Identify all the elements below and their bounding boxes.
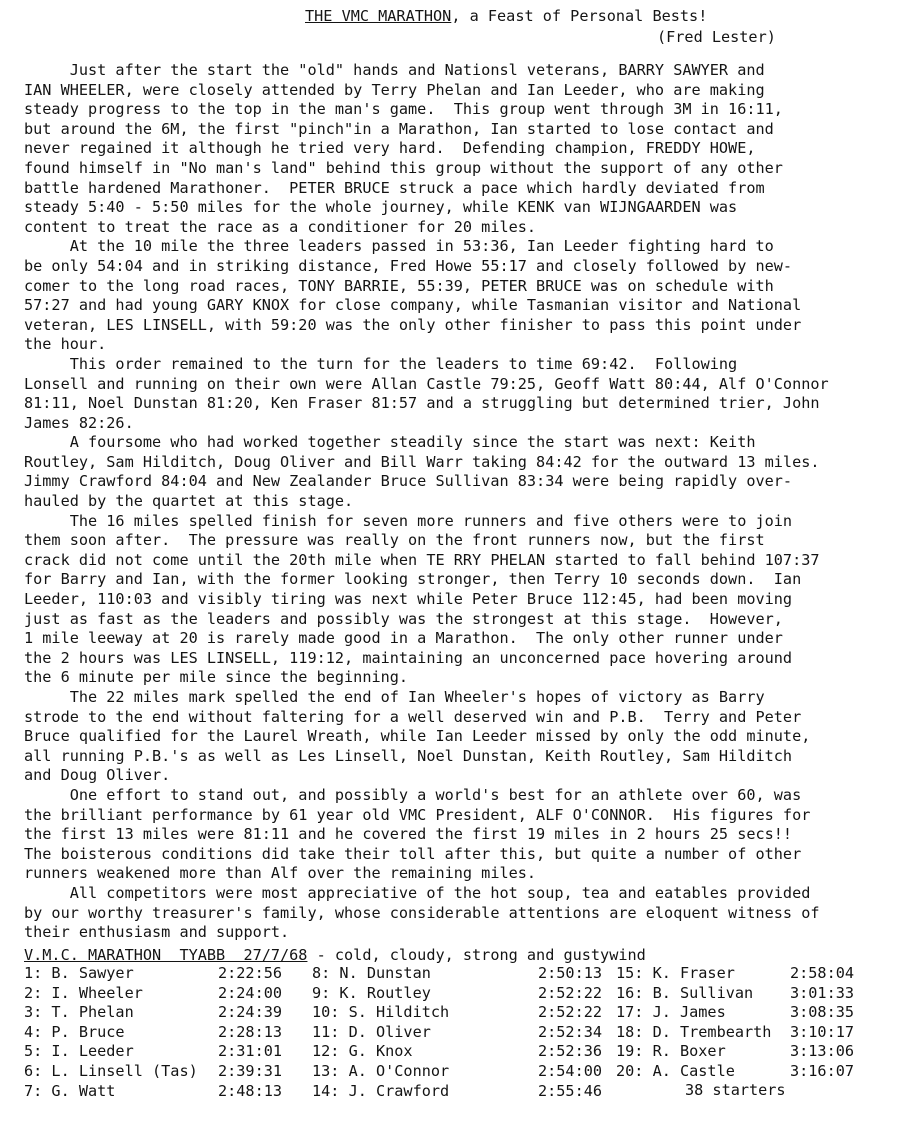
body-text-line: A foursome who had worked together steadily since the start was next: Keith [24, 433, 756, 452]
body-text-line: the hour. [24, 335, 107, 354]
body-text-line: the first 13 miles were 81:11 and he covered the first 19 miles in 2 hours 25 secs!! [24, 825, 793, 844]
runner-name: 14: J. Crawford [312, 1081, 450, 1100]
body-text-line: At the 10 mile the three leaders passed in 53:36, Ian Leeder fighting hard to [24, 237, 774, 256]
finish-time: 2:52:36 [538, 1042, 603, 1061]
runner-name: 8: N. Dunstan [312, 964, 431, 982]
finish-time: 3:16:07 [790, 1061, 855, 1080]
runner-name: 15: K. Fraser [616, 964, 735, 982]
finish-time: 2:50:13 [538, 964, 603, 982]
body-text-line: Jimmy Crawford 84:04 and New Zealander Bruce Sullivan 83:34 were being rapidly over- [24, 472, 793, 491]
finish-time: 2:52:22 [538, 983, 603, 1002]
runner-name: 1: B. Sawyer [24, 964, 134, 982]
title-line [305, 6, 707, 26]
finish-time: 2:52:22 [538, 1003, 603, 1022]
body-text-line: crack did not come until the 20th mile when TE RRY PHELAN started to fall behind 107:37 [24, 550, 820, 569]
finish-time: 2:31:01 [218, 1042, 283, 1061]
runner-name: 19: R. Boxer [616, 1042, 726, 1061]
body-text-line: 57:27 and had young GARY KNOX for close company, while Tasmanian visitor and National [24, 296, 802, 315]
body-text-line: Leeder, 110:03 and visibly tiring was next while Peter Bruce 112:45, had been moving [24, 590, 793, 609]
runner-name: 6: L. Linsell (Tas) [24, 1061, 198, 1080]
body-text-line: James 82:26. [24, 413, 134, 432]
body-text-line: for Barry and Ian, with the former looking stronger, then Terry 10 seconds down. Ian [24, 570, 802, 589]
finish-time: 2:48:13 [218, 1081, 283, 1100]
body-text-line: the 6 minute per mile since the beginning. [24, 668, 409, 687]
finish-time: 3:10:17 [790, 1022, 855, 1041]
body-text-line: found himself in "No man's land" behind this group without the support of any other [24, 158, 783, 177]
runner-name: 18: D. Trembearth [616, 1022, 772, 1041]
body-text-line: strode to the end without faltering for a well deserved win and P.B. Terry and Peter [24, 707, 802, 726]
body-text-line: the 2 hours was LES LINSELL, 119:12, maintaining an unconcerned pace hovering around [24, 648, 793, 667]
body-text-line: Lonsell and running on their own were Allan Castle 79:25, Geoff Watt 80:44, Alf O'Connor [24, 374, 829, 393]
body-text-line: Routley, Sam Hilditch, Doug Oliver and Bill Warr taking 84:42 for the outward 13 miles. [24, 452, 820, 471]
finish-time: 2:55:46 [538, 1081, 603, 1100]
runner-name: 9: K. Routley [312, 983, 431, 1002]
body-text-line: them soon after. The pressure was really on the front runners now, but the first [24, 531, 765, 550]
finish-time: 2:52:34 [538, 1022, 603, 1041]
body-text-line: content to treat the race as a conditioner for 20 miles. [24, 217, 537, 236]
body-text-line: all running P.B.'s as well as Les Linsell, Noel Dunstan, Keith Routley, Sam Hilditch [24, 746, 793, 765]
runner-name: 16: B. Sullivan [616, 983, 754, 1002]
body-text-line: the brilliant performance by 61 year old VMC President, ALF O'CONNOR. His figures for [24, 805, 811, 824]
body-text-line: The 16 miles spelled finish for seven more runners and five others were to join [24, 511, 793, 530]
body-text-line: 81:11, Noel Dunstan 81:20, Ken Fraser 81:57 and a struggling but determined trier, John [24, 394, 820, 413]
body-text-line: The boisterous conditions did take their toll after this, but quite a number of other [24, 844, 802, 863]
body-text-line: All competitors were most appreciative of the hot soup, tea and eatables provided [24, 883, 811, 902]
body-text-line: comer to the long road races, TONY BARRIE, 55:39, PETER BRUCE was on schedule with [24, 276, 774, 295]
article-title: THE VMC MARATHON [305, 7, 452, 25]
body-text-line: veteran, LES LINSELL, with 59:20 was the only other finisher to pass this point under [24, 315, 802, 334]
body-text-line: steady progress to the top in the man's game. This group went through 3M in 16:11, [24, 100, 783, 119]
body-text-line: just as fast as the leaders and possibly was the strongest at this stage. However, [24, 609, 783, 628]
finish-time: 3:08:35 [790, 1003, 855, 1022]
runner-name: 4: P. Bruce [24, 1022, 125, 1041]
finish-time: 2:24:00 [218, 983, 283, 1002]
body-text-line: be only 54:04 and in striking distance, Fred Howe 55:17 and closely followed by new- [24, 256, 793, 275]
body-text-line: runners weakened more than Alf over the remaining miles. [24, 864, 537, 883]
body-text-line: One effort to stand out, and possibly a world's best for an athlete over 60, was [24, 785, 802, 804]
starters-count: 38 starters [685, 1081, 786, 1099]
article-author: (Fred Lester) [657, 28, 776, 46]
article-subtitle: , a Feast of Personal Bests! [451, 7, 708, 25]
runner-name: 12: G. Knox [312, 1042, 413, 1061]
body-text-line: and Doug Oliver. [24, 766, 171, 785]
body-text-line: Bruce qualified for the Laurel Wreath, while Ian Leeder missed by only the odd minute, [24, 727, 811, 746]
finish-time: 2:58:04 [790, 964, 855, 982]
runner-name: 17: J. James [616, 1003, 726, 1022]
finish-time: 2:28:13 [218, 1022, 283, 1041]
results-heading-line [24, 946, 646, 965]
finish-time: 2:39:31 [218, 1061, 283, 1080]
runner-name: 11: D. Oliver [312, 1022, 431, 1041]
runner-name: 2: I. Wheeler [24, 983, 143, 1002]
body-text-line: IAN WHEELER, were closely attended by Terry Phelan and Ian Leeder, who are making [24, 80, 765, 99]
body-text-line: battle hardened Marathoner. PETER BRUCE struck a pace which hardly deviated from [24, 178, 765, 197]
finish-time: 2:54:00 [538, 1061, 603, 1080]
body-text-line: never regained it although he tried very hard. Defending champion, FREDDY HOWE, [24, 139, 756, 158]
results-heading: V.M.C. MARATHON TYABB 27/7/68 [24, 946, 308, 964]
finish-time: 2:22:56 [218, 964, 283, 982]
runner-name: 3: T. Phelan [24, 1003, 134, 1022]
body-text-line: hauled by the quartet at this stage. [24, 492, 354, 511]
weather-conditions: - cold, cloudy, strong and gustywind [307, 946, 646, 964]
finish-time: 3:13:06 [790, 1042, 855, 1061]
runner-name: 10: S. Hilditch [312, 1003, 450, 1022]
runner-name: 5: I. Leeder [24, 1042, 134, 1061]
body-text-line: Just after the start the "old" hands and Nationsl veterans, BARRY SAWYER and [24, 61, 765, 79]
body-text-line: This order remained to the turn for the leaders to time 69:42. Following [24, 354, 738, 373]
body-text-line: The 22 miles mark spelled the end of Ian Wheeler's hopes of victory as Barry [24, 688, 765, 706]
runner-name: 13: A. O'Connor [312, 1061, 450, 1080]
body-text-line: but around the 6M, the first "pinch"in a Marathon, Ian started to lose contact and [24, 119, 774, 138]
article-body [24, 61, 894, 943]
runner-name: 7: G. Watt [24, 1081, 116, 1100]
body-text-line: their enthusiasm and support. [24, 923, 290, 942]
body-text-line: 1 mile leeway at 20 is rarely made good in a Marathon. The only other runner under [24, 629, 783, 648]
body-text-line: steady 5:40 - 5:50 miles for the whole journey, while KENK van WIJNGAARDEN was [24, 198, 738, 217]
runner-name: 20: A. Castle [616, 1061, 735, 1080]
body-text-line: by our worthy treasurer's family, whose considerable attentions are eloquent witness of [24, 903, 820, 922]
finish-time: 3:01:33 [790, 983, 855, 1002]
finish-time: 2:24:39 [218, 1003, 283, 1022]
